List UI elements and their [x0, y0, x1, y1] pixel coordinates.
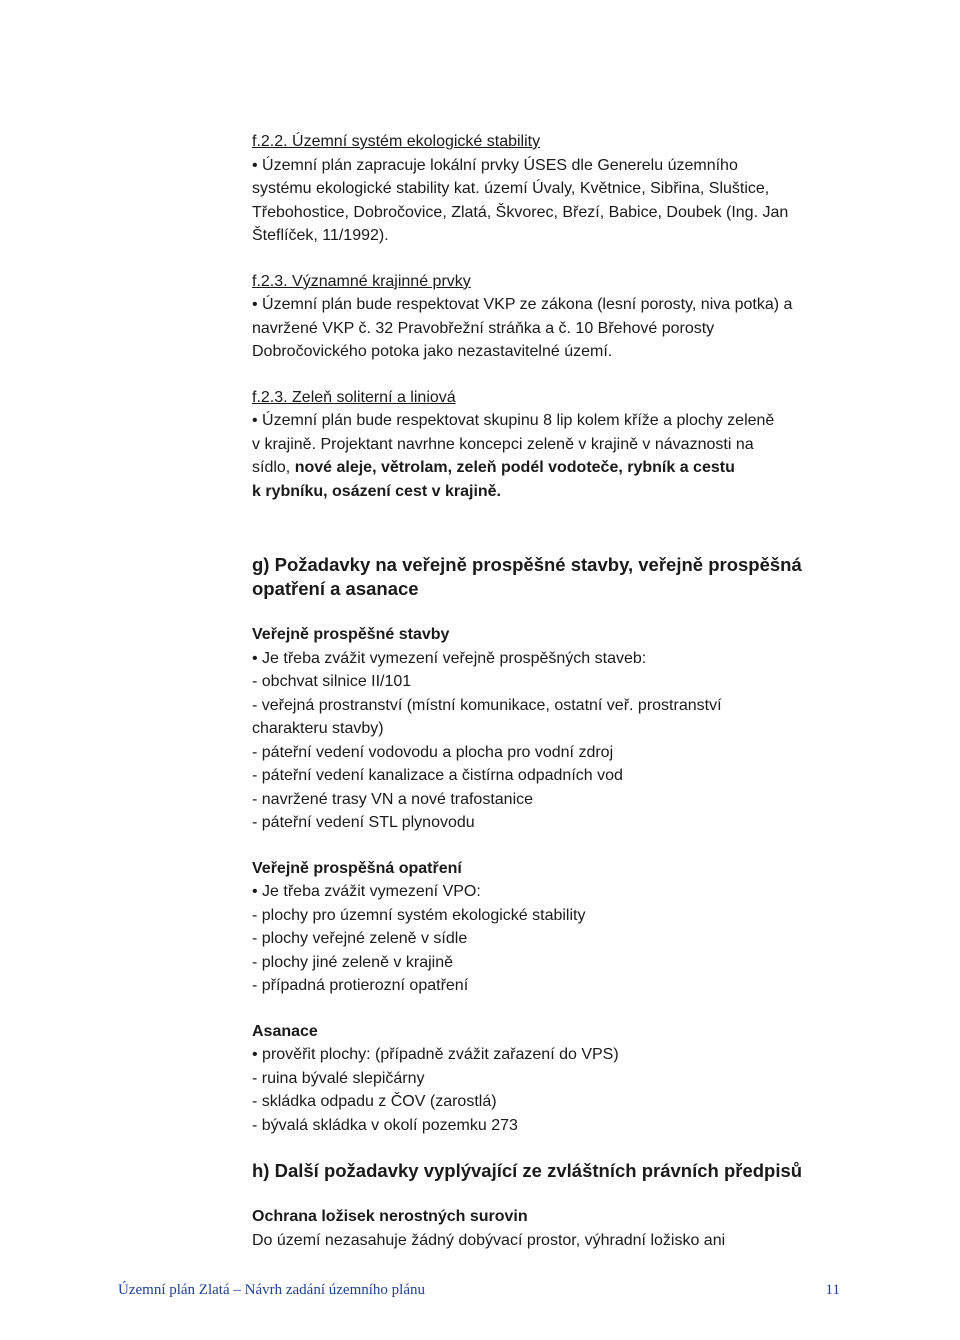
text-line: Šteflíček, 11/1992). — [252, 227, 389, 244]
section-h-title: h) Další požadavky vyplývající ze zvláštních právních předpisů — [252, 1160, 803, 1181]
page-footer — [118, 1282, 840, 1299]
list-item: - plochy pro územní systém ekologické stability — [252, 906, 586, 924]
heading-f223-zelen: f.2.3. Zeleň soliterní a liniová — [252, 388, 456, 406]
list-item: - veřejná prostranství (místní komunikace, ostatní veř. prostranství — [252, 696, 722, 714]
list-item: - skládka odpadu z ČOV (zarostlá) — [252, 1093, 497, 1110]
section-g-title: g) Požadavky na veřejně prospěšné stavby, veřejně prospěšná opatření a asanace — [252, 554, 802, 599]
text-line: Do území nezasahuje žádný dobývací prostor, výhradní ložisko ani — [252, 1231, 726, 1249]
list-item: • prověřit plochy: (případně zvážit zařazení do VPS) — [252, 1046, 619, 1063]
list-item: - páteřní vedení vodovodu a plocha pro vodní zdroj — [252, 743, 614, 761]
list-item: - ruina bývalé slepičárny — [252, 1069, 425, 1087]
text-line-bold: k rybníku, osázení cest v krajině. — [252, 482, 501, 500]
asanace-title: Asanace — [252, 1022, 318, 1040]
list-item: - obchvat silnice II/101 — [252, 673, 412, 690]
text-line: • Územní plán bude respektovat VKP ze zákona (lesní porosty, niva potka) a — [252, 296, 793, 313]
text-line: Dobročovického potoka jako nezastavitelné území. — [252, 343, 613, 360]
heading-f222: f.2.2. Územní systém ekologické stability — [252, 133, 541, 150]
footer-title: Územní plán Zlatá – Návrh zadání územního plánu — [118, 1282, 425, 1298]
text-line: Třebohostice, Dobročovice, Zlatá, Škvorec, Březí, Babice, Doubek (Ing. Jan — [252, 203, 789, 221]
list-item: - případná protierozní opatření — [252, 977, 469, 994]
text-line: systému ekologické stability kat. území Úvaly, Květnice, Sibřina, Sluštice, — [252, 180, 770, 197]
text-line — [252, 456, 852, 480]
list-item: - páteřní vedení kanalizace a čistírna odpadních vod — [252, 767, 623, 784]
list-item: charakteru stavby) — [252, 720, 384, 737]
text-line: navržené VKP č. 32 Pravobřežní stráňka a č. 10 Břehové porosty — [252, 319, 715, 337]
page-number: 11 — [825, 1282, 840, 1298]
text-plain: sídlo, — [252, 459, 295, 476]
section-h-subtitle: Ochrana ložisek nerostných surovin — [252, 1208, 528, 1225]
list-item: - plochy veřejné zeleně v sídle — [252, 930, 468, 947]
text-line: v krajině. Projektant navrhne koncepci zeleně v krajině v návaznosti na — [252, 435, 754, 453]
list-item: - páteřní vedení STL plynovodu — [252, 814, 475, 831]
text-line: • Územní plán zapracuje lokální prvky ÚSES dle Generelu územního — [252, 156, 738, 174]
list-item: • Je třeba zvážit vymezení VPO: — [252, 883, 481, 900]
list-item: • Je třeba zvážit vymezení veřejně prospěšných staveb: — [252, 649, 647, 667]
vps-title: Veřejně prospěšné stavby — [252, 626, 450, 643]
list-item: - navržené trasy VN a nové trafostanice — [252, 790, 534, 808]
document-page — [252, 130, 852, 1252]
list-item: - bývalá skládka v okolí pozemku 273 — [252, 1116, 518, 1134]
text-line: • Územní plán bude respektovat skupinu 8 lip kolem kříže a plochy zeleně — [252, 412, 775, 429]
vpo-title: Veřejně prospěšná opatření — [252, 859, 462, 877]
list-item: - plochy jiné zeleně v krajině — [252, 953, 453, 971]
text-bold: nové aleje, větrolam, zeleň podél vodoteče, rybník a cestu — [294, 459, 735, 476]
heading-f223-vkp: f.2.3. Významné krajinné prvky — [252, 272, 471, 290]
